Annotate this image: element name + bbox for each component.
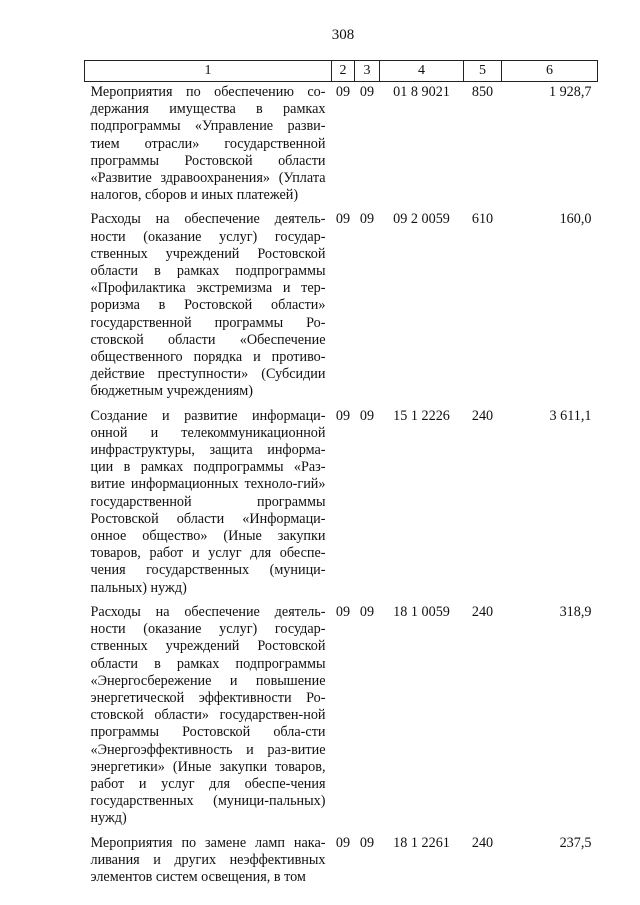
- row-subsection-code: 09: [359, 211, 375, 228]
- table-row: [85, 209, 598, 405]
- row-target-article: 18 1 0059: [393, 603, 450, 620]
- row-section-code: 09: [335, 834, 351, 851]
- column-header-5: 5: [464, 61, 502, 82]
- row-subsection-code: 09: [359, 603, 375, 620]
- row-description: Расходы на обеспечение деятель-ности (оказание услуг) государ-ственных учреждений Ростовской области в рамках подпрограммы «Профилактика экстремизма и тер-роризма в Ростовской области» государственной программы Ро-стовской области «Обеспечение общественного порядка и противо-действие преступности» (Субсидии бюджетным учреждениям): [90, 211, 326, 400]
- page-number: 308: [331, 27, 355, 43]
- row-description: Мероприятия по замене ламп нака-ливания и других неэффективных элементов систем освещения, в том: [90, 834, 326, 885]
- row-target-article: 18 1 2261: [393, 834, 450, 851]
- row-target-article: 09 2 0059: [393, 211, 450, 228]
- row-target-article: 15 1 2226: [393, 407, 450, 424]
- row-description: Мероприятия по обеспечению со-держания имущества в рамках подпрограммы «Управление разви-тием отрасли» государственной программы Ростовской области «Развитие здравоохранения» (Уплата налогов, сборов и иных платежей): [90, 84, 326, 204]
- row-amount: 318,9: [559, 603, 592, 620]
- row-section-code: 09: [335, 407, 351, 424]
- table-row: [85, 406, 598, 602]
- row-expense-type: 240: [471, 834, 494, 851]
- table-row: [85, 833, 598, 892]
- row-expense-type: 240: [471, 407, 494, 424]
- row-target-article: 01 8 9021: [393, 84, 450, 100]
- column-header-6: 6: [502, 61, 598, 82]
- column-header-1: 1: [85, 61, 332, 82]
- table-header-row: [85, 61, 598, 82]
- row-amount: 1 928,7: [548, 84, 592, 100]
- row-section-code: 09: [335, 211, 351, 228]
- row-amount: 160,0: [559, 211, 592, 228]
- row-amount: 237,5: [559, 834, 592, 851]
- row-expense-type: 850: [471, 84, 494, 100]
- column-header-3: 3: [355, 61, 380, 82]
- row-description: Создание и развитие информаци-онной и телекоммуникационной инфраструктуры, защита информа-ции в рамках подпрограммы «Раз-витие информационных техноло-гий» государственной программы Ростовской области «Информаци-онное общество» (Иные закупки товаров, работ и услуг для обеспе-чения государственных (муници-пальных) нужд): [90, 407, 326, 596]
- budget-table: [84, 60, 598, 891]
- row-expense-type: 240: [471, 603, 494, 620]
- row-subsection-code: 09: [359, 407, 375, 424]
- column-header-2: 2: [332, 61, 355, 82]
- row-section-code: 09: [335, 603, 351, 620]
- row-subsection-code: 09: [359, 84, 375, 100]
- row-expense-type: 610: [471, 211, 494, 228]
- table-row: [85, 602, 598, 833]
- row-subsection-code: 09: [359, 834, 375, 851]
- row-section-code: 09: [335, 84, 351, 100]
- table-row: [85, 82, 598, 210]
- column-header-4: 4: [380, 61, 464, 82]
- row-amount: 3 611,1: [549, 407, 592, 424]
- row-description: Расходы на обеспечение деятель-ности (оказание услуг) государ-ственных учреждений Ростовской области в рамках подпрограммы «Энергосбережение и повышение энергетической эффективности Ро-стовской области» государствен-ной программы Ростовской обла-сти «Энергоэффективность и раз-витие энергетики» (Иные закупки товаров, работ и услуг для обеспе-чения государственных (муници-пальных) нужд): [90, 603, 326, 827]
